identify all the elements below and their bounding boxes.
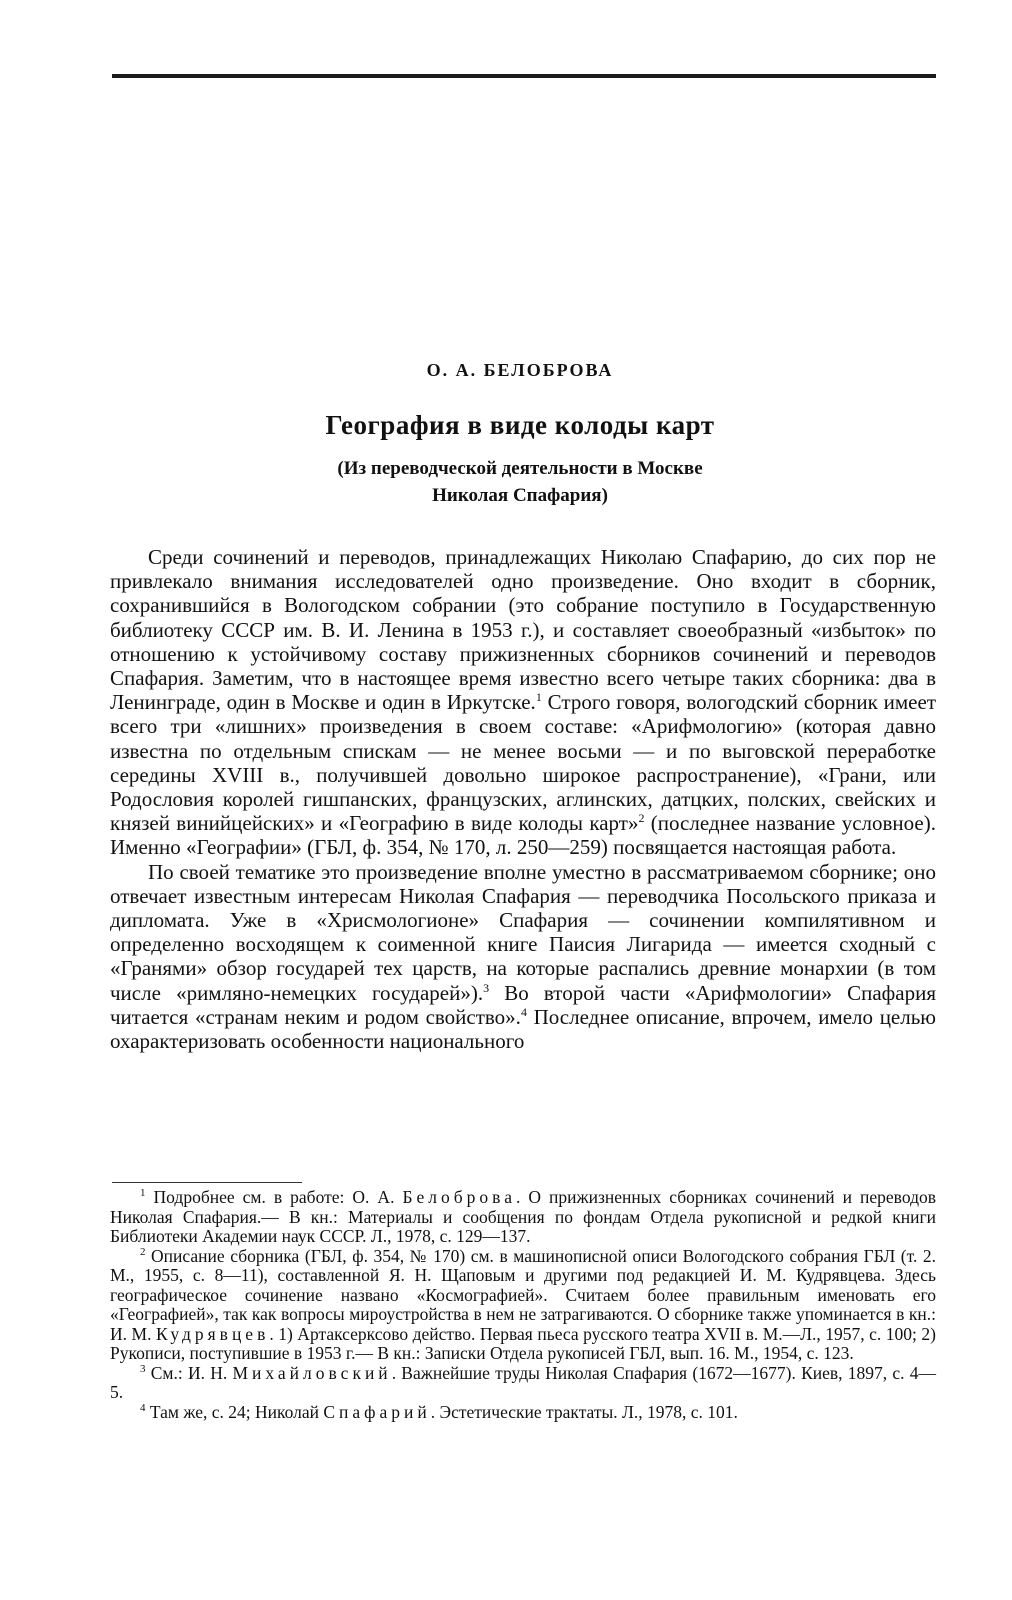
footnote-1-text-b: . О прижизненных сборниках сочинений и переводов Николая Спафария.— В кн.: Материалы и сообщения по фондам Отдела рукописной и редкой книги Библиотеки Академии наук СССР. Л., 1978, с. 129—137.: [110, 1187, 936, 1246]
footnote-4: [110, 1403, 936, 1423]
footnote-3-number: 3: [140, 1362, 146, 1375]
footnote-1: [110, 1188, 936, 1247]
subtitle-line-2: Николая Спафария): [432, 485, 608, 506]
footnotes: [110, 1188, 936, 1422]
subtitle-line-1: (Из переводческой деятельности в Москве: [337, 458, 703, 479]
article-body: [110, 545, 936, 1053]
footnote-4-number: 4: [140, 1401, 146, 1414]
paragraph-1: [110, 545, 936, 860]
paragraph-2-text-a: По своей тематике это произведение вполне уместно в рассматриваемом сборнике; оно отвечает известным интересам Николая Спафария — переводчика Посольского приказа и дипломата. Уже в «Хрисмологионе» Спафария — сочинении компилятивном и определенно восходящем к соименной книге Паисия Лигарида — имеется сходный с «Гранями» обзор государей тех царств, на которые распались древние монархии (в том числе «римляно-немецких государей»).: [110, 859, 936, 1005]
footnote-3-author: Михайловский: [232, 1362, 392, 1383]
paragraph-1-text-c: (последнее название условное). Именно «Географии» (ГБЛ, ф. 354, № 170, л. 250—259) посвящается настоящая работа.: [110, 811, 936, 860]
paragraph-2-text-c: Последнее описание, впрочем, имело целью охарактеризовать особенности национального: [110, 1004, 936, 1054]
paragraph-2-text-b: Во второй части «Арифмологии» Спафария читается «странам неким и родом свойство».: [110, 980, 936, 1029]
footnote-3: [110, 1364, 936, 1403]
footnote-2-number: 2: [140, 1245, 146, 1258]
footnote-ref-2[interactable]: 2: [638, 811, 645, 826]
footnote-ref-3[interactable]: 3: [483, 980, 490, 995]
footnote-1-number: 1: [140, 1187, 146, 1200]
footnote-1-text-a: Подробнее см. в работе: О. А.: [153, 1187, 403, 1207]
article-title: География в виде колоды карт: [325, 410, 715, 440]
footnote-2: [110, 1247, 936, 1364]
footnote-2-text-a: Описание сборника (ГБЛ, ф. 354, № 170) см. в машинописной описи Вологодского собрания ГБЛ (т. 2. М., 1955, с. 8—11), составленной Я. Н. Щаповым и другими под редакцией И. М. Кудрявцева. Здесь географическое сочинение названо «Космографией». Считаем более правильным именовать его «Географией», так как вопросы мироустройства в нем не затрагиваются. О сборнике также упоминается в кн.: И. М.: [110, 1245, 936, 1344]
footnote-3-text-b: . Важнейшие труды Николая Спафария (1672—1677). Киев, 1897, с. 4—5.: [110, 1362, 936, 1402]
footnote-2-author: Кудрявцев: [155, 1323, 270, 1344]
footnote-ref-4[interactable]: 4: [520, 1004, 527, 1019]
footnote-3-text-a: См.: И. Н.: [150, 1362, 233, 1383]
paragraph-2: [110, 860, 936, 1054]
footnote-divider: [112, 1182, 302, 1183]
top-rule: [112, 74, 936, 78]
paragraph-1-text-b: Строго говоря, вологодский сборник имеет всего три «лишних» произведения в своем составе: «Арифмологию» (которая давно известна по отдельным спискам — не менее восьми — и по выговской переработке середины XVIII в., получившей довольно широкое распространение), «Грани, или Родословия королей гишпанских, французских, аглинских, датцких, полских, свейских и князей винийцейских» и «Географию в виде колоды карт»: [110, 690, 936, 836]
footnote-4-text-a: Там же, с. 24; Николай: [149, 1401, 324, 1422]
footnote-ref-1[interactable]: 1: [535, 690, 542, 705]
article-author: О. А. БЕЛОБРОВА: [426, 360, 614, 380]
footnote-4-text-b: . Эстетические трактаты. Л., 1978, с. 101.: [430, 1401, 738, 1422]
article-subtitle: [0, 455, 1012, 509]
paragraph-1-text-a: Среди сочинений и переводов, принадлежащих Николаю Спафарию, до сих пор не привлекало внимания исследователей одно произведение. Оно входит в сборник, сохранившийся в Вологодском собрании (это собрание поступило в Государственную библиотеку СССР им. В. И. Ленина в 1953 г.), и составляет своеобразный «избыток» по отношению к устойчивому составу прижизненных сборников сочинений и переводов Спафария. Заметим, что в настоящее время известно всего четыре таких сборника: два в Ленинграде, один в Москве и один в Иркутске.: [110, 545, 936, 715]
footnote-4-author: Спафарий: [323, 1401, 431, 1422]
footnote-1-author: Белоброва: [402, 1187, 516, 1207]
footnote-2-text-b: . 1) Артаксерксово действо. Первая пьеса русского театра XVII в. М.—Л., 1957, с. 100; 2) Рукописи, поступившие в 1953 г.— В кн.: Записки Отдела рукописей ГБЛ, вып. 16. М., 1954, с. 123.: [110, 1323, 936, 1363]
